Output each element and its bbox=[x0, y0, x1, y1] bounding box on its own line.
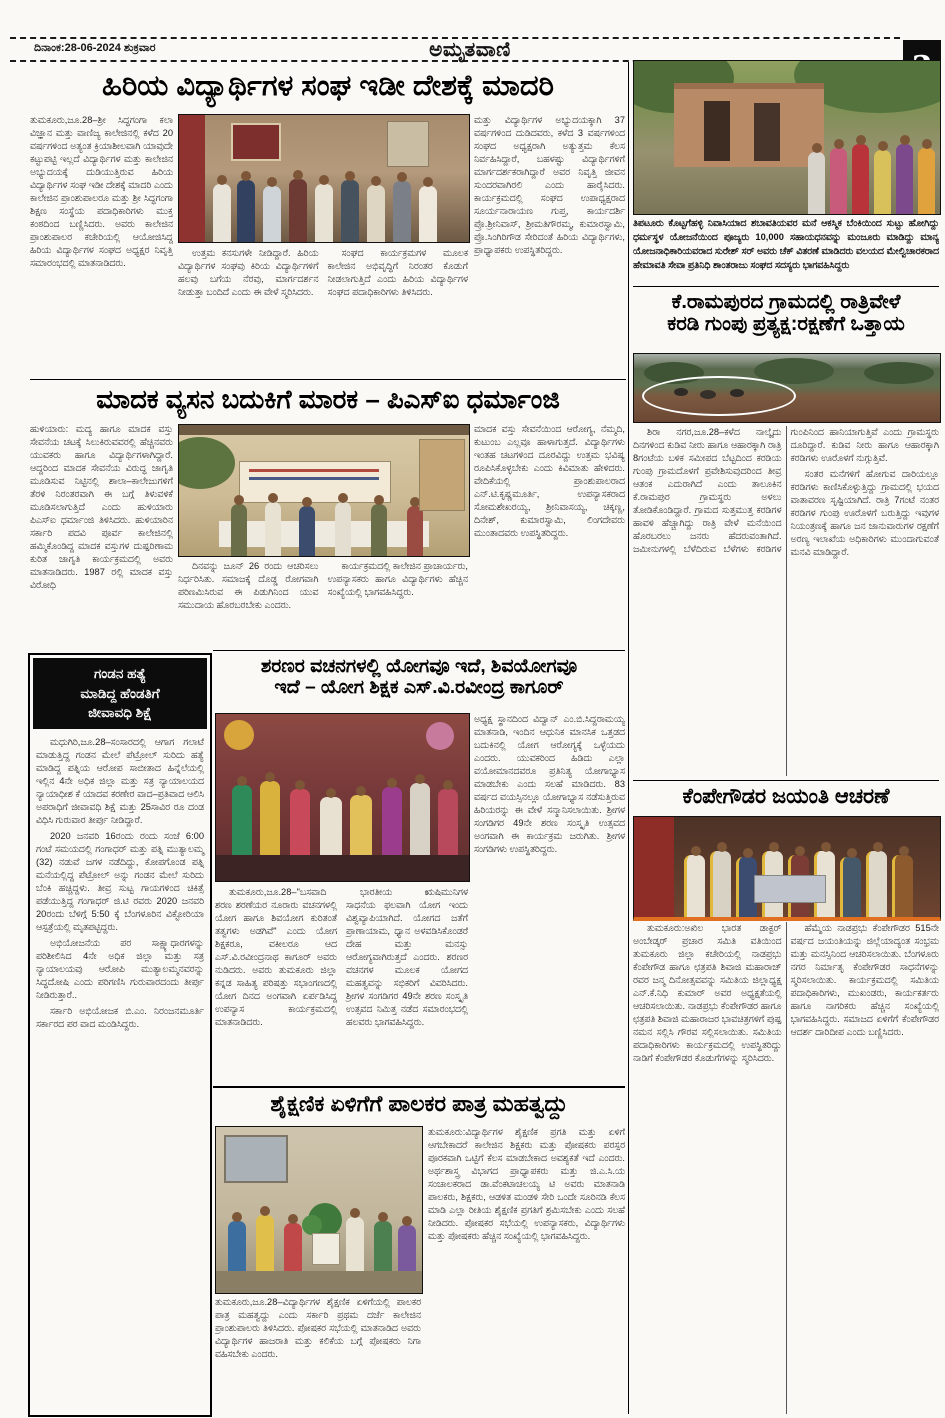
paper-title: ಅಮೃತವಾಣಿ bbox=[429, 39, 511, 61]
alumni-col4: ಮತ್ತು ವಿದ್ಯಾರ್ಥಿಗಳ ಅಭ್ಯುದಯಕ್ಕಾಗಿ 37 ವರ್ಷಗಳಿಂದ ದುಡಿದವರು, ಕಳೆದ 3 ವರ್ಷಗಳಿಂದ ಸಂಘದ ಅಧ್ಯಕ್ಷರಾಗಿ ಅತ್ಯುತ್ತಮ ಕೆಲಸ ನಿರ್ವಹಿಸಿದ್ದಾರೆ, ಬಹಳಷ್ಟು ವಿದ್ಯಾರ್ಥಿಗಳಿಗೆ ಮಾರ್ಗದರ್ಶಕರಾಗಿದ್ದಾರೆ ಅವರ ನಿವೃತ್ತಿ ಜೀವನ ಸುಂದರವಾಗಿರಲಿ ಎಂದು ಹಾರೈಸಿದರು. ಕಾರ್ಯಕ್ರಮದಲ್ಲಿ ಸಂಘದ ಉಪಾಧ್ಯಕ್ಷರಾದ ಸೂರ್ಯನಾರಾಯಣ ಗುಪ್ತ, ಕಾರ್ಯದರ್ಶಿ ಪ್ರೊ.ಶ್ರೀನಿವಾಸ್, ಶ್ರೀಮತಿಗೌರಮ್ಮ, ಕುಮಾರಸ್ವಾಮಿ, ಪ್ರೊ.ಸಿಂಗಿರಿಗೌಡ ಸೇರಿದಂತೆ ಹಿರಿಯ ವಿದ್ಯಾರ್ಥಿಗಳು, ಪ್ರಾಧ್ಯಾಪಕರು ಉಪಸ್ಥಿತರಿದ್ದರು. bbox=[474, 115, 625, 256]
yoga-felicitation-photo bbox=[215, 713, 470, 882]
bear-highlight-oval bbox=[642, 376, 796, 416]
yoga-right-column: ಅಧ್ಯಕ್ಷ ಸ್ಥಾನದಿಂದ ವಿದ್ವಾನ್ ಎಂ.ಬಿ.ಸಿದ್ದರಾಮಯ್ಯ ಮಾತನಾಡಿ, ಇಂದಿನ ಆಧುನಿಕ ಮಾನಸಿಕ ಒತ್ತಡದ ಬದುಕಿನಲ್ಲಿ ಯೋಗ ಆರೋಗ್ಯಕ್ಕೆ ಒಳ್ಳೆಯದು ಎಂದರು. ಯುವಕರಿಂದ ಹಿಡಿದು ಎಲ್ಲಾ ವಯೋಮಾನದವರೂ ಪ್ರತಿನಿತ್ಯ ಯೋಗಾಭ್ಯಾಸ ಮಾಡಬೇಕು ಎಂದು ಸಲಹೆ ಮಾಡಿದರು. 83 ವರ್ಷದ ವಯಸ್ಸಿನಲ್ಲೂ ಯೋಗಾಭ್ಯಾಸ ನಡೆಸುತ್ತಿರುವ ಹಿರಿಯರನ್ನು ಈ ವೇಳೆ ಸನ್ಮಾನಿಸಲಾಯಿತು. ಶ್ರೀಗಳ ಸಂಗಡಿಗರ 49ನೇ ಶರಣ ಸಂಸ್ಕೃತಿ ಉತ್ಸವದ ಅಂಗವಾಗಿ ಈ ಕಾರ್ಯಕ್ರಮ ಜರುಗಿತು. ಶ್ರೀಗಳ ಸಂಗಡಿಗಳು ಉಪಸ್ಥಿತರಿದ್ದರು. bbox=[474, 714, 625, 855]
drugs-mid-columns: ದಿನವನ್ನು ಜೂನ್ 26 ರಂದು ಆಚರಿಸಲು ನಿರ್ಧರಿಸಿತು. ಸಮಾಜಕ್ಕೆ ದೊಡ್ಡ ರೋಗವಾಗಿ ಪರಿಣಮಿಸಿರುವ ಈ ಪಿಡುಗಿನಿಂದ ಯುವ ಸಮುದಾಯ ಹೊರಬರಬೇಕು ಎಂದರು. ಕಾರ್ಯಕ್ರಮದಲ್ಲಿ ಕಾಲೇಜಿನ ಪ್ರಾಚಾರ್ಯರು, ಉಪನ್ಯಾಸಕರು ಹಾಗೂ ವಿದ್ಯಾರ್ಥಿಗಳು ಹೆಚ್ಚಿನ ಸಂಖ್ಯೆಯಲ್ಲಿ ಭಾಗವಹಿಸಿದ್ದರು. bbox=[178, 561, 468, 611]
alumni-headline: ಹಿರಿಯ ವಿದ್ಯಾರ್ಥಿಗಳ ಸಂಘ ಇಡೀ ದೇಶಕ್ಕೆ ಮಾದರಿ bbox=[102, 70, 554, 102]
parents-headline: ಶೈಕ್ಷಣಿಕ ಏಳಿಗೆಗೆ ಪಾಲಕರ ಪಾತ್ರ ಮಹತ್ವದ್ದು bbox=[270, 1091, 568, 1116]
fire-relief-caption: ತಿಪಟೂರು ಕೊಟ್ಟಗೆಹಳ್ಳಿ ನಿವಾಸಿಯಾದ ಶಬಾವತಿಯವರ ಮನೆ ಆಕಸ್ಮಿಕ ಬೆಂಕಿಯಿಂದ ಸುಟ್ಟು ಹೋಗಿದ್ದು ಧರ್ಮಸ್ಥಳ ಯೋಜನೆಯಿಂದ ಪೂಜ್ಯರು 10,000 ಸಹಾಯಧನವನ್ನು ಮಂಜೂರು ಮಾಡಿದ್ದು ಮಾನ್ಯ ಯೋಜನಾಧಿಕಾರಿಯವರಾದ ಸುರೇಶ್ ಸರ್ ಅವರು ಚೆಕ್ ವಿತರಣೆ ಮಾಡಿದರು ವಲಯದ ಮೇಲ್ವಿಚಾರಕರಾದ ಹೇಮಾವತಿ ಸೇವಾ ಪ್ರತಿನಿಧಿ ಶಾಂತರಾಜು ಸಂಘದ ಸದಸ್ಯರು ಭಾಗವಹಿಸಿದ್ದರು bbox=[633, 218, 939, 270]
parents-below-column: ತುಮಕೂರು,ಜೂ.28–ವಿದ್ಯಾರ್ಥಿಗಳ ಶೈಕ್ಷಣಿಕ ಏಳಿಗೆಯಲ್ಲಿ ಪಾಲಕರ ಪಾತ್ರ ಮಹತ್ವದ್ದು ಎಂದು ಸರ್ಕಾರಿ ಪ್ರಥಮ ದರ್ಜೆ ಕಾಲೇಜಿನ ಪ್ರಾಂಶುಪಾಲರು ತಿಳಿಸಿದರು. ಪೋಷಕರ ಸಭೆಯಲ್ಲಿ ಮಾತನಾಡಿದ ಅವರು ವಿದ್ಯಾರ್ಥಿಗಳ ಹಾಜರಾತಿ ಮತ್ತು ಕಲಿಕೆಯ ಬಗ್ಗೆ ಪೋಷಕರು ನಿಗಾ ವಹಿಸಬೇಕು ಎಂದರು. bbox=[215, 1297, 421, 1360]
drugs-col4: ಮಾದಕ ವಸ್ತು ಸೇವನೆಯಿಂದ ಆರೋಗ್ಯ, ನೆಮ್ಮದಿ, ಕುಟುಂಬ ಎಲ್ಲವೂ ಹಾಳಾಗುತ್ತದೆ. ವಿದ್ಯಾರ್ಥಿಗಳು ಇಂತಹ ಚಟಗಳಿಂದ ದೂರವಿದ್ದು ಉತ್ತಮ ಭವಿಷ್ಯ ರೂಪಿಸಿಕೊಳ್ಳಬೇಕು ಎಂದು ಕಿವಿಮಾತು ಹೇಳಿದರು. ವೇದಿಕೆಯಲ್ಲಿ ಪ್ರಾಂಶುಪಾಲರಾದ ಎನ್.ಟಿ.ಕೃಷ್ಣಮೂರ್ತಿ, ಉಪನ್ಯಾಸಕರಾದ ಸೋಮಶೇಖರಯ್ಯ, ಶ್ರೀನಿವಾಸಯ್ಯ, ಚಿಕ್ಕಣ್ಣ, ದಿನೇಶ್, ಕುಮಾರಸ್ವಾಮಿ, ಲಿಂಗದೇವರು ಮುಂತಾದವರು ಉಪಸ್ಥಿತರಿದ್ದರು. bbox=[474, 424, 625, 539]
bear-headline: ಕೆ.ರಾಮಪುರದ ಗ್ರಾಮದಲ್ಲಿ ರಾತ್ರಿವೇಳೆ ಕರಡಿ ಗುಂಪು ಪ್ರತ್ಯಕ್ಷ:ರಕ್ಷಣೆಗೆ ಒತ್ತಾಯ bbox=[667, 291, 905, 336]
court-case-box bbox=[28, 653, 212, 1417]
bear-body: ಶಿರಾ ನಗರ,ಜೂ.28–ಕಳೆದ ನಾಲ್ಕೈದು ದಿನಗಳಿಂದ ಕುಡಿವ ನೀರು ಹಾಗೂ ಆಹಾರಕ್ಕಾಗಿ ರಾತ್ರಿ 8ಗಂಟೆಯ ಬಳಿಕ ಸಮೀಪದ ಬೆಟ್ಟದಿಂದ ಕರಡಿಯ ಗುಂಪು ಗ್ರಾಮದೊಳಗೆ ಪ್ರವೇಶಿಸುವುದರಿಂದ ತೀವ್ರ ಆತಂಕ ಎದುರಾಗಿದೆ ಎಂದು ತಾಲೂಕಿನ ಕೆ.ರಾಮಪುರ ಗ್ರಾಮಸ್ಥರು ಅಳಲು ತೋಡಿಕೊಂಡಿದ್ದಾರೆ. ಗ್ರಾಮದ ಸುತ್ತಮುತ್ತ ಕರಡಿಗಳ ಹಾವಳಿ ಹೆಚ್ಚಾಗಿದ್ದು ರಾತ್ರಿ ವೇಳೆ ಮನೆಯಿಂದ ಹೊರಬರಲು ಜನರು ಹೆದರುವಂತಾಗಿದೆ. ಜಮೀನುಗಳಲ್ಲಿ ಬೆಳೆದಿರುವ ಬೆಳೆಗಳು ಕರಡಿಗಳ ಗುಂಪಿನಿಂದ ಹಾನಿಯಾಗುತ್ತಿವೆ ಎಂದು ಗ್ರಾಮಸ್ಥರು ದೂರಿದ್ದಾರೆ. ಕುಡಿವ ನೀರು ಹಾಗೂ ಆಹಾರಕ್ಕಾಗಿ ಕರಡಿಗಳು ಊರೊಳಗೆ ನುಗ್ಗುತ್ತಿವೆ. ಸಂತರ ಮನೆಗಳಿಗೆ ಹೋಗುವ ದಾರಿಯಲ್ಲೂ ಕರಡಿಗಳು ಕಾಣಿಸಿಕೊಳ್ಳುತ್ತಿದ್ದು ಗ್ರಾಮದಲ್ಲಿ ಭಯದ ವಾತಾವರಣ ಸೃಷ್ಟಿಯಾಗಿದೆ. ರಾತ್ರಿ 7ಗಂಟೆ ನಂತರ ಕರಡಿಗಳ ಗುಂಪು ಊರೊಳಗೆ ಬರುತ್ತಿದ್ದು ಇವುಗಳ ನಿಯಂತ್ರಣಕ್ಕೆ ಹಾಗೂ ಜನ ಜಾನುವಾರುಗಳ ರಕ್ಷಣೆಗೆ ಅರಣ್ಯ ಇಲಾಖೆಯ ಅಧಿಕಾರಿಗಳು ಮುಂದಾಗುವಂತೆ ಮನವಿ ಮಾಡಿದ್ದಾರೆ. bbox=[633, 427, 939, 558]
fire-relief-photo bbox=[633, 60, 941, 215]
alumni-col1: ತುಮಕೂರು,ಜೂ.28–ಶ್ರೀ ಸಿದ್ಧಗಂಗಾ ಕಲಾ ವಿಜ್ಞಾನ ಮತ್ತು ವಾಣಿಜ್ಯ ಕಾಲೇಜಿನಲ್ಲಿ ಕಳೆದ 20 ವರ್ಷಗಳಿಂದ ಅತ್ಯಂತ ಕ್ರಿಯಾಶೀಲವಾಗಿ ಯಾವುದೇ ಕಟ್ಟುಪಟ್ಟಿ ಇಲ್ಲದೆ ವಿದ್ಯಾರ್ಥಿಗಳ ಮತ್ತು ಕಾಲೇಜಿನ ಅಭ್ಯುದಯಕ್ಕೆ ದುಡಿಯುತ್ತಿರುವ ಹಿರಿಯ ವಿದ್ಯಾರ್ಥಿಗಳ ಸಂಘ ಇಡೀ ದೇಶಕ್ಕೆ ಮಾದರಿ ಎಂದು ಕಾಲೇಜಿನ ಪ್ರಾಂಶುಪಾಲರೂ ಮತ್ತು ಶ್ರೀ ಸಿದ್ಧಗಂಗಾ ಶಿಕ್ಷಣ ಸಂಸ್ಥೆಯ ಪದಾಧಿಕಾರಿಗಳು ಮುಕ್ತ ಕಂಠದಿಂದ ಬಣ್ಣಿಸಿದರು. ಅವರು ಕಾಲೇಜಿನ ಪ್ರಾಂಶುಪಾಲರ ಕಚೇರಿಯಲ್ಲಿ ಆಯೋಜಿಸಿದ್ದ ಹಿರಿಯ ವಿದ್ಯಾರ್ಥಿಗಳ ಸಂಘದ ಅಧ್ಯಕ್ಷರ ನಿವೃತ್ತಿ ಸಮಾರಂಭದಲ್ಲಿ ಮಾತನಾಡಿದರು. bbox=[30, 115, 173, 269]
kempegowda-top-rule bbox=[633, 780, 939, 781]
drugs-headline: ಮಾದಕ ವ್ಯಸನ ಬದುಕಿಗೆ ಮಾರಕ – ಪಿಎಸ್‌ಐ ಧರ್ಮಾಂಜಿ bbox=[96, 384, 560, 414]
bear-sighting-photo bbox=[633, 353, 941, 423]
right-rail-rule bbox=[628, 62, 629, 1414]
date-line: ದಿನಾಂಕ:28-06-2024 ಶುಕ್ರವಾರ bbox=[34, 42, 156, 54]
bear-top-rule bbox=[633, 286, 939, 287]
court-case-headline: ಗಂಡನ ಹತ್ಯೆ ಮಾಡಿದ್ದ ಹೆಂಡತಿಗೆ ಜೀವಾವಧಿ ಶಿಕ್ಷೆ bbox=[33, 658, 207, 729]
yoga-headline: ಶರಣರ ವಚನಗಳಲ್ಲಿ ಯೋಗವೂ ಇದೆ, ಶಿವಯೋಗವೂ ಇದೆ – ಯೋಗ ಶಿಕ್ಷಕ ಎಸ್.ವಿ.ರವೀಂದ್ರ ಕಾಗೂರ್ bbox=[260, 656, 578, 699]
parents-right-column: ತುಮಕೂರು:ವಿದ್ಯಾರ್ಥಿಗಳ ಶೈಕ್ಷಣಿಕ ಪ್ರಗತಿ ಮತ್ತು ಏಳಿಗೆ ಆಗಬೇಕಾದರೆ ಕಾಲೇಜಿನ ಶಿಕ್ಷಕರು ಮತ್ತು ಪೋಷಕರು ಪರಸ್ಪರ ಪೂರಕವಾಗಿ ಒಟ್ಟಿಗೆ ಕೆಲಸ ಮಾಡಬೇಕಾದ ಅವಶ್ಯಕತೆ ಇದೆ ಎಂದರು. ಅರ್ಥಶಾಸ್ತ್ರ ವಿಭಾಗದ ಪ್ರಾಧ್ಯಾಪಕರು ಮತ್ತು ಜಿ.ಎ.ಸಿ.ಯ ಸಂಚಾಲಕರಾದ ಡಾ.ವೆಂಕಟಾಚಲಯ್ಯ ಟಿ ಅವರು ಮಾತನಾಡಿ ಪಾಲಕರು, ಶಿಕ್ಷಕರು, ಆಡಳಿತ ಮಂಡಳಿ ಸೇರಿ ಒಂದೇ ಸೂರಿನಡಿ ಕೆಲಸ ಮಾಡಿ ಎಲ್ಲಾ ರೀತಿಯ ಶೈಕ್ಷಣಿಕ ಪ್ರಗತಿಗೆ ಶ್ರಮಿಸಬೇಕು ಎಂದು ಸಲಹೆ ನೀಡಿದರು. ಪೋಷಕರ ಸಭೆಯಲ್ಲಿ ಉಪನ್ಯಾಸಕರು, ವಿದ್ಯಾರ್ಥಿಗಳು ಮತ್ತು ಪೋಷಕರು ಹೆಚ್ಚಿನ ಸಂಖ್ಯೆಯಲ್ಲಿ ಭಾಗವಹಿಸಿದ್ದರು. bbox=[428, 1127, 625, 1242]
kempegowda-photo bbox=[633, 816, 941, 921]
drugs-awareness-photo bbox=[178, 424, 470, 557]
kempegowda-headline: ಕೆಂಪೇಗೌಡರ ಜಯಂತಿ ಆಚರಣೆ bbox=[682, 785, 890, 808]
parents-meeting-photo bbox=[215, 1126, 423, 1294]
yoga-top-rule bbox=[213, 650, 625, 651]
alumni-mid-columns: ಉತ್ತಮ ಕನಸುಗಳೇ ನೀಡಿದ್ದಾರೆ. ಹಿರಿಯ ವಿದ್ಯಾರ್ಥಿಗಳ ಸಂಘವು ಕಿರಿಯ ವಿದ್ಯಾರ್ಥಿಗಳಿಗೆ ಹಲವು ಬಗೆಯ ನೆರವು, ಮಾರ್ಗದರ್ಶನ ನೀಡುತ್ತಾ ಬಂದಿದೆ ಎಂದು ಈ ವೇಳೆ ಸ್ಮರಿಸಿದರು. ಸಂಘದ ಕಾರ್ಯಕ್ರಮಗಳ ಮೂಲಕ ಕಾಲೇಜಿನ ಅಭಿವೃದ್ಧಿಗೆ ನಿರಂತರ ಕೊಡುಗೆ ನೀಡಲಾಗುತ್ತಿದೆ ಎಂದು ಹಿರಿಯ ವಿದ್ಯಾರ್ಥಿಗಳ ಸಂಘದ ಪದಾಧಿಕಾರಿಗಳು ತಿಳಿಸಿದರು. bbox=[178, 248, 468, 298]
parents-top-rule bbox=[213, 1086, 625, 1088]
drugs-top-rule bbox=[30, 379, 626, 380]
court-case-body: ಮಧುಗಿರಿ,ಜೂ.28–ಸಂಸಾರದಲ್ಲಿ ಆಗಾಗ ಗಲಾಟೆ ಮಾಡುತ್ತಿದ್ದ ಗಂಡನ ಮೇಲೆ ಪೆಟ್ರೋಲ್ ಸುರಿದು ಹತ್ಯೆ ಮಾಡಿದ್ದ ಪತ್ನಿಯ ಆರೋಪ ಸಾಬೀತಾದ ಹಿನ್ನೆಲೆಯಲ್ಲಿ ಇಲ್ಲಿನ 4ನೇ ಅಧಿಕ ಜಿಲ್ಲಾ ಮತ್ತು ಸತ್ರ ನ್ಯಾಯಾಲಯದ ನ್ಯಾಯಾಧೀಶ ಕೆ ಯಾದವ ಕರಣೇರ ವಾದ–ಪ್ರತಿವಾದ ಆಲಿಸಿ ಅಪರಾಧಿಗೆ ಜೀವಾವಧಿ ಶಿಕ್ಷೆ ಮತ್ತು 25ಸಾವಿರ ರೂ ದಂಡ ವಿಧಿಸಿ ಗುರುವಾರ ತೀರ್ಪು ನೀಡಿದ್ದಾರೆ. 2020 ಜನವರಿ 16ರಂದು ರಂದು ಸಂಜೆ 6:00 ಗಂಟೆ ಸಮಯದಲ್ಲಿ ಗಂಗಾಧರ್ ಮತ್ತು ಪತ್ನಿ ಮುತ್ಯಾಲಮ್ಮ (32) ನಡುವೆ ಜಗಳ ನಡೆದಿದ್ದು, ಕೋಪಗೊಂಡ ಪತ್ನಿ ಮನೆಯಲ್ಲಿದ್ದ ಪೆಟ್ರೋಲ್ ಅನ್ನು ಗಂಡನ ಮೇಲೆ ಸುರಿದು ಬೆಂಕಿ ಹಚ್ಚಿದ್ದಳು. ತೀವ್ರ ಸುಟ್ಟ ಗಾಯಗಳಿಂದ ಚಿಕಿತ್ಸೆ ಪಡೆಯುತ್ತಿದ್ದ ಗಂಗಾಧರ್ ಜಿ.ಟಿ ರವರು 2020 ಜನವರಿ 20ರಂದು ಬೆಳಿಗ್ಗೆ 5:50 ಕ್ಕೆ ಬೆಂಗಳೂರಿನ ವಿಕ್ಟೋರಿಯಾ ಆಸ್ಪತ್ರೆಯಲ್ಲಿ ಮೃತಪಟ್ಟಿದ್ದರು. ಅಭಿಯೋಜನೆಯ ಪರ ಸಾಕ್ಷ್ಯಾಧಾರಗಳನ್ನು ಪರಿಶೀಲಿಸಿದ 4ನೇ ಅಧಿಕ ಜಿಲ್ಲಾ ಮತ್ತು ಸತ್ರ ನ್ಯಾಯಾಲಯವು ಆರೋಪಿ ಮುತ್ಯಾಲಮ್ಮನವರನ್ನು ಸಿದ್ಧದೋಷಿ ಎಂದು ಪರಿಗಣಿಸಿ ಗುರುವಾರದಂದು ತೀರ್ಪು ನೀಡಿರುತ್ತಾರೆ.. ಸರ್ಕಾರಿ ಅಭಿಯೋಜಕ ಬಿ.ಎಂ. ನಿರಂಜನಮೂರ್ತಿ ಸರ್ಕಾರದ ಪರ ವಾದ ಮಂಡಿಸಿದ್ದರು. bbox=[36, 736, 204, 1030]
drugs-col1: ಹುಳಿಯಾರು: ಮದ್ಯ ಹಾಗೂ ಮಾದಕ ವಸ್ತು ಸೇವನೆಯ ಚಟಕ್ಕೆ ಸಿಲುಕಿರುವವರಲ್ಲಿ ಹೆಚ್ಚಿನವರು ಯುವಕರು ಹಾಗೂ ವಿದ್ಯಾರ್ಥಿಗಳಾಗಿದ್ದಾರೆ. ಆದ್ದರಿಂದ ಮಾದಕ ಸೇವನೆಯ ವಿರುದ್ಧ ಜಾಗೃತಿ ಮೂಡಿಸುವ ನಿಟ್ಟಿನಲ್ಲಿ ಶಾಲಾ–ಕಾಲೇಜುಗಳಿಗೆ ತೆರಳಿ ನಿರಂತರವಾಗಿ ಈ ಬಗ್ಗೆ ತಿಳುವಳಿಕೆ ಮೂಡಿಸಲಾಗುತ್ತಿದೆ ಎಂದು ಹುಳಿಯಾರು ಪಿಎಸ್‌ಐ ಧರ್ಮಾಂಜಿ ತಿಳಿಸಿದರು. ಹುಳಿಯಾರಿನ ಸರ್ಕಾರಿ ಪದವಿ ಪೂರ್ವ ಕಾಲೇಜಿನಲ್ಲಿ ಹಮ್ಮಿಕೊಂಡಿದ್ದ ಮಾದಕ ವಸ್ತುಗಳ ದುಷ್ಪರಿಣಾಮ ಕುರಿತ ಜಾಗೃತಿ ಕಾರ್ಯಕ್ರಮದಲ್ಲಿ ಅವರು ಮಾತನಾಡಿದರು. 1987 ರಲ್ಲಿ ಮಾದಕ ವಸ್ತು ವಿರೋಧಿ bbox=[30, 424, 173, 591]
yoga-below-columns: ತುಮಕೂರು,ಜೂ.28–"ಬಸವಾದಿ ಶರಣ ಶರಣೆಯರ ನೂರಾರು ವಚನಗಳಲ್ಲಿ ಯೋಗ ಹಾಗೂ ಶಿವಯೋಗ ಕುರಿತಂತೆ ತತ್ವಗಳು ಅಡಗಿವೆ" ಎಂದು ಯೋಗ ಶಿಕ್ಷಕರೂ, ವಕೀಲರೂ ಆದ ಎಸ್.ವಿ.ರವೀಂದ್ರನಾಥ ಕಾಗೂರ್ ಅವರು ನುಡಿದರು. ಅವರು ತುಮಕೂರು ಜಿಲ್ಲಾ ಕನ್ನಡ ಸಾಹಿತ್ಯ ಪರಿಷತ್ತು ಸಭಾಂಗಣದಲ್ಲಿ ಯೋಗ ದಿನದ ಅಂಗವಾಗಿ ಏರ್ಪಡಿಸಿದ್ದ ಉಪನ್ಯಾಸ ಕಾರ್ಯಕ್ರಮದಲ್ಲಿ ಮಾತನಾಡಿದರು. ಭಾರತೀಯ ಋಷಿಮುನಿಗಳ ಸಾಧನೆಯ ಫಲವಾಗಿ ಯೋಗ ಇಂದು ವಿಶ್ವವ್ಯಾಪಿಯಾಗಿದೆ. ಯೋಗದ ಜತೆಗೆ ಪ್ರಾಣಾಯಾಮ, ಧ್ಯಾನ ಅಳವಡಿಸಿಕೊಂಡರೆ ದೇಹ ಮತ್ತು ಮನಸ್ಸು ಆರೋಗ್ಯವಾಗಿರುತ್ತದೆ ಎಂದರು. ಶರಣರ ವಚನಗಳ ಮೂಲಕ ಯೋಗದ ಮಹತ್ವವನ್ನು ಸಭಿಕರಿಗೆ ವಿವರಿಸಿದರು. ಶ್ರೀಗಳ ಸಂಗಡಿಗರ 49ನೇ ಶರಣ ಸಂಸ್ಕೃತಿ ಉತ್ಸವದ ನಿಮಿತ್ತ ನಡೆದ ಸಮಾರಂಭದಲ್ಲಿ ಹಲವರು ಭಾಗವಹಿಸಿದ್ದರು. bbox=[215, 887, 468, 1028]
kempegowda-body: ತುಮಕೂರು:ಅಖಿಲ ಭಾರತ ಡಾಕ್ಟರ್ ಅಂಬೇಡ್ಕರ್ ಪ್ರಚಾರ ಸಮಿತಿ ವತಿಯಿಂದ ತುಮಕೂರು ಜಿಲ್ಲಾ ಕಚೇರಿಯಲ್ಲಿ ನಾಡಪ್ರಭು ಕೆಂಪೇಗೌಡ ಹಾಗೂ ಛತ್ರಪತಿ ಶಿವಾಜಿ ಮಹಾರಾಜ್ ರವರ ಜನ್ಮ ದಿನೋತ್ಸವವನ್ನು ಸಮಿತಿಯ ಜಿಲ್ಲಾಧ್ಯಕ್ಷ ಎನ್.ಕೆ.ನಿಧಿ ಕುಮಾರ್ ಅವರ ಅಧ್ಯಕ್ಷತೆಯಲ್ಲಿ ಆಚರಿಸಲಾಯಿತು. ನಾಡಪ್ರಭು ಕೆಂಪೇಗೌಡರ ಹಾಗೂ ಛತ್ರಪತಿ ಶಿವಾಜಿ ಮಹಾರಾಜರ ಭಾವಚಿತ್ರಗಳಿಗೆ ಪುಷ್ಪ ನಮನ ಸಲ್ಲಿಸಿ ಗೌರವ ಸಲ್ಲಿಸಲಾಯಿತು. ಸಮಿತಿಯ ಪದಾಧಿಕಾರಿಗಳು ಕಾರ್ಯಕ್ರಮದಲ್ಲಿ ಉಪಸ್ಥಿತರಿದ್ದು ನಾಡಿಗೆ ಕೆಂಪೇಗೌಡರ ಕೊಡುಗೆಗಳನ್ನು ಸ್ಮರಿಸಿದರು. ಹೆಮ್ಮೆಯ ನಾಡಪ್ರಭು ಕೆಂಪೇಗೌಡರ 515ನೇ ವರ್ಷದ ಜಯಂತಿಯನ್ನು ಜಿಲ್ಲೆಯಾದ್ಯಂತ ಸಂಭ್ರಮ ಮತ್ತು ಮನಸ್ಸಿನಿಂದ ಆಚರಿಸಲಾಯಿತು. ಬೆಂಗಳೂರು ನಗರ ನಿರ್ಮಾತೃ ಕೆಂಪೇಗೌಡರ ಸಾಧನೆಗಳನ್ನು ಸ್ಮರಿಸಲಾಯಿತು. ಕಾರ್ಯಕ್ರಮದಲ್ಲಿ ಸಮಿತಿಯ ಪದಾಧಿಕಾರಿಗಳು, ಮುಖಂಡರು, ಕಾರ್ಯಕರ್ತರು ಹಾಗೂ ನಾಗರಿಕರು ಹೆಚ್ಚಿನ ಸಂಖ್ಯೆಯಲ್ಲಿ ಭಾಗವಹಿಸಿದ್ದರು. ಸಮಾಜದ ಏಳಿಗೆಗೆ ಕೆಂಪೇಗೌಡರ ಆದರ್ಶ ದಾರಿದೀಪ ಎಂದು ಬಣ್ಣಿಸಿದರು. bbox=[633, 923, 939, 1064]
alumni-group-photo bbox=[178, 114, 470, 243]
